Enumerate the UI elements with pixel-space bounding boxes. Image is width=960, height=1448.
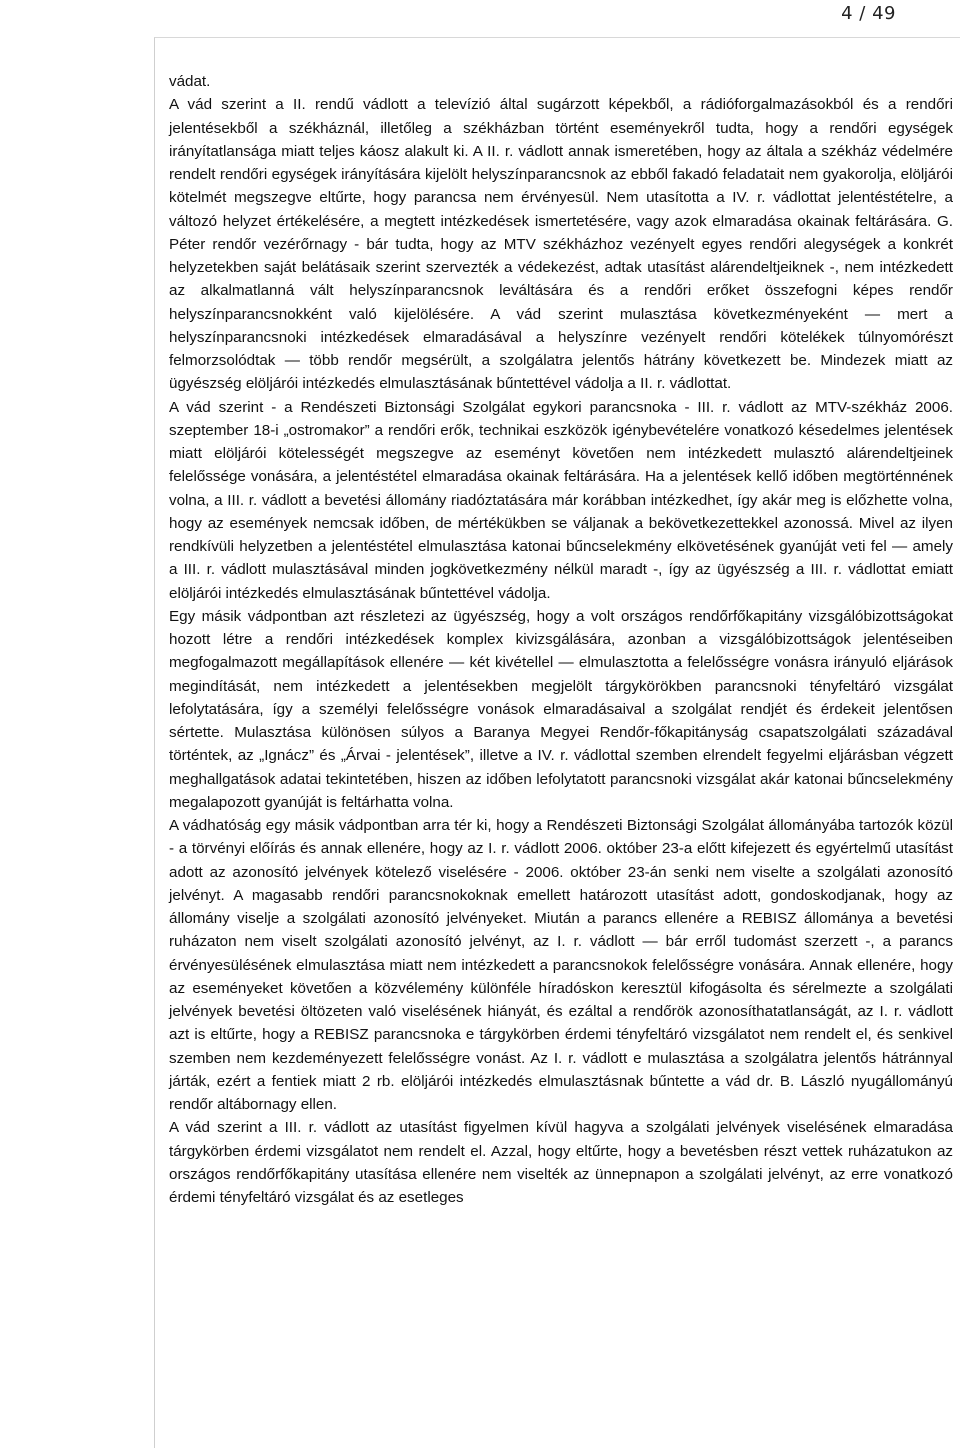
document-page: [154, 37, 960, 1448]
document-body: [169, 70, 953, 1209]
paragraph: A vád szerint a II. rendű vádlott a televízió által sugárzott képekből, a rádióforgalmazásokból és a rendőri jelentésekből a székháznál, illetőleg a székházban történt eseményekről tudta, hogy a rendőri egységek irányítatlansága miatt teljes káosz alakult ki. A II. r. vádlott annak ismeretében, hogy az általa a székház védelmére rendelt rendőri egységek irányítására kijelölt helyszínparancsnok az ebből fakadó feladatait nem gyakorolja, elöljárói kötelmét megszegve eltűrte, hogy parancsa nem érvényesül. Nem utasította a IV. r. vádlottat jelentéstételre, a változó helyzet értékelésére, a megtett intézkedések ismertetésére, vagy azok elmaradása okainak feltárására. G. Péter rendőr vezérőrnagy - bár tudta, hogy az MTV székházhoz vezényelt egyes rendőri alegységek a konkrét helyzetekben saját belátásaik szerint szervezték a védekezést, adtak utasítást alárendeltjeiknek -, nem intézkedett az alkalmatlanná vált helyszínparancsnok leváltására és a rendőri erőket összefogni képes rendőr helyszínparancsnokként való kijelölésére. A vád szerint mulasztása következményeként — mert a helyszínparancsnoki intézkedések elmaradásával a helyszínre vezényelt rendőri kötelékek túlnyomórészt felmorzsolódtak — több rendőr megsérült, a szolgálatra jelentős hátrány következett be. Mindezek miatt az ügyészség elöljárói intézkedés elmulasztásának bűntettével vádolja a II. r. vádlottat.: [169, 96, 953, 393]
paragraph: A vád szerint a III. r. vádlott az utasítást figyelmen kívül hagyva a szolgálati jelvények viselésének elmaradása tárgykörben érdemi vizsgálatot nem rendelt el. Azzal, hogy eltűrte, hogy a bevetésben részt vettek ruházatukon az országos rendőrfőkapitány utasítása ellenére nem viselték az ünnepnapon a szolgálati jelvényt, az erre vonatkozó érdemi tényfeltáró vizsgálat és az esetleges: [169, 1119, 953, 1206]
paragraph: vádat.: [169, 73, 211, 90]
paragraph: A vádhatóság egy másik vádpontban arra tér ki, hogy a Rendészeti Biztonsági Szolgálat állományába tartozók közül - a törvényi előírás és annak ellenére, hogy az I. r. vádlott 2006. október 23-a előtt kifejezett és egyértelmű utasítást adott az azonosító jelvények kötelező viselésére - 2006. október 23-án senki nem viselte a szolgálati azonosító jelvényt. A magasabb rendőri parancsnokoknak emellett határozott utasítást adott, gondoskodjanak, hogy az állomány viselje a szolgálati azonosító jelvényeket. Miután a parancs ellenére a REBISZ állománya a bevetési ruházaton nem viselt szolgálati azonosító jelvényt, az I. r. vádlott — bár erről tudomást szerzett -, a parancs érvényesülésének elmulasztása miatt nem intézkedett a parancsnokok felelősségre vonására. Annak ellenére, hogy az eseményeket követően a közvélemény különféle híradóskon keresztül kifogásolta és sérelmezte a szolgálati jelvények bevetési öltözeten való viselésének hiányát, és ezáltal a rendőrök azonosíthatatlanságát, az I. r. vádlott azt is eltűrte, hogy a REBISZ parancsnoka e tárgykörben érdemi tényfeltáró vizsgálatot nem rendelt el, és senkivel szemben nem kezdeményezett felelősségre vonást. Az I. r. vádlott e mulasztása a szolgálatra jelentős hátránnyal járták, ezért a fentiek miatt 2 rb. elöljárói intézkedés elmulasztásnak bűntette a vád dr. B. László nyugállományú rendőr altábornagy ellen.: [169, 817, 953, 1113]
paragraph: A vád szerint - a Rendészeti Biztonsági Szolgálat egykori parancsnoka - III. r. vádlott az MTV-székház 2006. szeptember 18-i „ostromakor” a rendőri erők, technikai eszközök igénybevételére vonatkozó késedelmes jelentések miatt elöljárói kötelességét megszegve az eseményt követően nem intézkedett mulasztó alárendeltjeinek felelőssége vonására, a jelentéstétel elmaradása okainak feltárására. Ha a jelentések kellő időben megtörténnének volna, a III. r. vádlott a bevetési állomány riadóztatására már korábban intézkedhet, így akár meg is előzhette volna, hogy az események nemcsak időben, de mértékükben se váljanak a bekövetkezettekkel azonossá. Mivel az ilyen rendkívüli helyzetben a jelentéstétel elmulasztása katonai bűncselekmény elkövetésének gyanúját veti fel — amely a III. r. vádlott mulasztásával minden jogkövetkezmény nélkül maradt -, így az ügyészség a III. r. vádlottat emiatt elöljárói intézkedés elmulasztásának bűntettével vádolja.: [169, 398, 953, 602]
page-number: 4 / 49: [841, 3, 896, 24]
page-header: [0, 0, 960, 38]
paragraph: Egy másik vádpontban azt részletezi az ügyészség, hogy a volt országos rendőrfőkapitány vizsgálóbizottságokat hozott létre a rendőri intézkedések komplex kivizsgálására, azonban a vizsgálóbizottságok jelentéseiben megfogalmazott megállapítások ellenére — két kivétellel — elmulasztotta a felelősségre vonásra irányuló eljárások megindítását, nem intézkedett a jelentésekben megjelölt tárgykörökben parancsnoki tényfeltáró vizsgálat lefolytatására, így a személyi felelősségre vonások elmaradásaival a szolgálat rendjét és érdekeit jelentősen sértette. Mulasztása különösen súlyos a Baranya Megyei Rendőr-főkapitányság csapatszolgálati századával történtek, az „Ignácz” és „Árvai - jelentések”, illetve a IV. r. vádlottal szemben elrendelt fegyelmi eljárásban végzett meghallgatások adatai tekintetében, hiszen az időben lefolytatott parancsnoki vizsgálat akár katonai bűncselekmény megalapozott gyanúját is feltárhatta volna.: [169, 607, 953, 811]
